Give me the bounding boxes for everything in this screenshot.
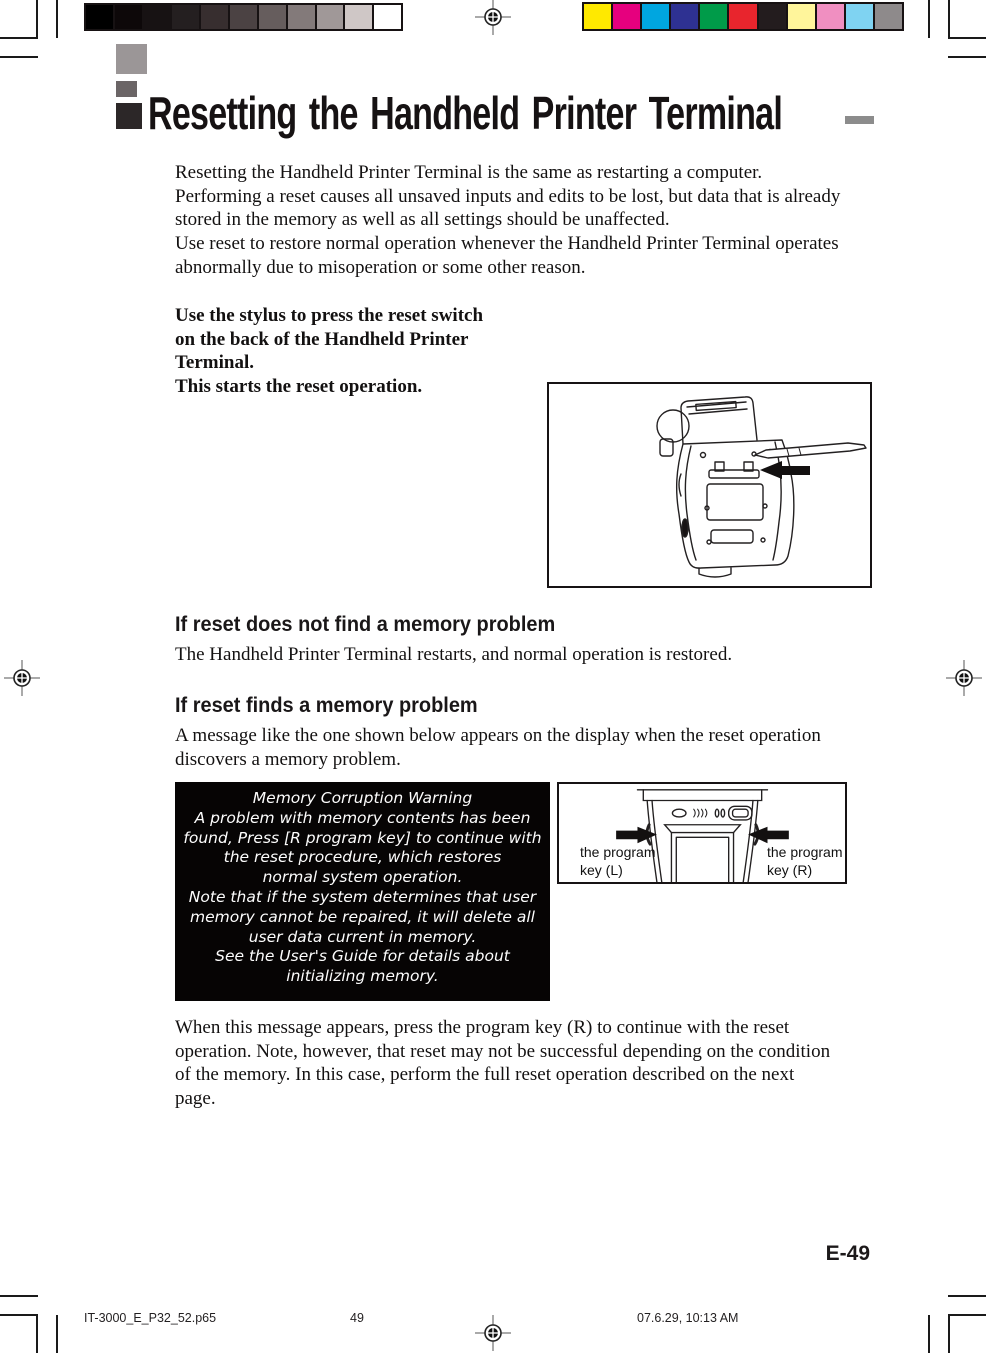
text-line: See the User's Guide for details about: [215, 947, 510, 966]
footer-sheet-number: 49: [350, 1311, 364, 1325]
color-swatch: [788, 4, 815, 29]
program-key-left-label: the program key (L): [580, 844, 656, 878]
text-line: The Handheld Printer Terminal restarts, and normal operation is restored.: [175, 644, 733, 665]
section-heading-no-problem: If reset does not find a memory problem: [175, 613, 556, 636]
footer-timestamp: 07.6.29, 10:13 AM: [637, 1311, 739, 1325]
text-line: operation. Note, however, that reset may not be successful depending on the condition: [175, 1040, 831, 1062]
color-swatch: [817, 4, 844, 29]
text-line: normal system operation.: [262, 868, 463, 887]
color-swatch: [345, 5, 372, 29]
registration-mark-icon: [946, 660, 982, 696]
color-swatch: [259, 5, 286, 29]
color-swatch: [875, 4, 902, 29]
title-square-light: [116, 44, 147, 74]
color-swatch: [613, 4, 640, 29]
color-swatch: [115, 5, 142, 29]
text-line: discovers a memory problem.: [175, 748, 401, 770]
color-swatch: [230, 5, 257, 29]
text-line: the reset procedure, which restores: [223, 848, 502, 867]
text-line: page.: [175, 1088, 216, 1110]
registration-mark-icon: [475, 0, 511, 35]
reset-instruction: [175, 304, 483, 399]
text-line: on the back of the Handheld Printer: [175, 328, 469, 350]
text-line: This starts the reset operation.: [175, 376, 423, 398]
color-swatch: [642, 4, 669, 29]
color-swatch: [86, 5, 113, 29]
section-body-no-problem: [175, 643, 732, 667]
text-line: A message like the one shown below appears on the display when the reset operation: [175, 725, 821, 746]
text-line: Use reset to restore normal operation whenever the Handheld Printer Terminal operates: [175, 233, 839, 255]
memory-corruption-warning-screen: [175, 782, 550, 1001]
title-square-medium: [116, 81, 137, 97]
page-number: E-49: [825, 1242, 870, 1265]
text-line: of the memory. In this case, perform the full reset operation described on the next: [175, 1064, 795, 1086]
color-swatch: [759, 4, 786, 29]
title-dash: [845, 116, 874, 124]
text-line: found, Press [R program key] to continue with: [183, 828, 542, 847]
closing-paragraph: [175, 1016, 830, 1111]
program-keys-figure: [557, 782, 847, 884]
grayscale-calibration-bar: [84, 3, 403, 31]
section-body-problem: [175, 724, 821, 771]
color-swatch: [317, 5, 344, 29]
handheld-device-back-illustration: [549, 384, 870, 586]
text-line: Note that if the system determines that user: [188, 887, 537, 906]
intro-paragraph: [175, 161, 840, 280]
section-heading-problem: If reset finds a memory problem: [175, 694, 478, 717]
reset-switch-figure: [547, 382, 872, 588]
color-calibration-bar: [582, 2, 904, 31]
color-swatch: [201, 5, 228, 29]
color-swatch: [846, 4, 873, 29]
title-square-dark: [116, 103, 142, 129]
text-line: user data current in memory.: [248, 927, 477, 946]
text-line: When this message appears, press the program key (R) to continue with the reset: [175, 1017, 790, 1038]
color-swatch: [172, 5, 199, 29]
text-line: abnormally due to misoperation or some other reason.: [175, 256, 586, 278]
stylus-illustration: [755, 443, 866, 458]
color-swatch: [584, 4, 611, 29]
color-swatch: [671, 4, 698, 29]
text-line: Performing a reset causes all unsaved inputs and edits to be lost, but data that is already: [175, 185, 841, 207]
color-swatch: [288, 5, 315, 29]
color-swatch: [729, 4, 756, 29]
press-arrow-icon: [760, 461, 810, 479]
color-swatch: [700, 4, 727, 29]
text-line: stored in the memory as well as all settings should be unaffected.: [175, 209, 670, 231]
text-line: memory cannot be repaired, it will delete all: [189, 907, 535, 926]
text-line: Resetting the Handheld Printer Terminal is the same as restarting a computer.: [175, 162, 763, 183]
registration-mark-icon: [4, 660, 40, 696]
color-swatch: [374, 5, 401, 29]
text-line: Memory Corruption Warning: [252, 789, 473, 807]
program-key-right-label: the program key (R): [767, 844, 843, 878]
color-swatch: [144, 5, 171, 29]
text-line: Use the stylus to press the reset switch: [175, 305, 484, 326]
page-title: Resetting the Handheld Printer Terminal: [148, 87, 783, 139]
registration-mark-icon: [475, 1315, 511, 1351]
text-line: Terminal.: [175, 352, 254, 374]
text-line: initializing memory.: [286, 967, 439, 986]
footer-file-name: IT-3000_E_P32_52.p65: [84, 1311, 217, 1325]
text-line: A problem with memory contents has been: [194, 808, 531, 827]
